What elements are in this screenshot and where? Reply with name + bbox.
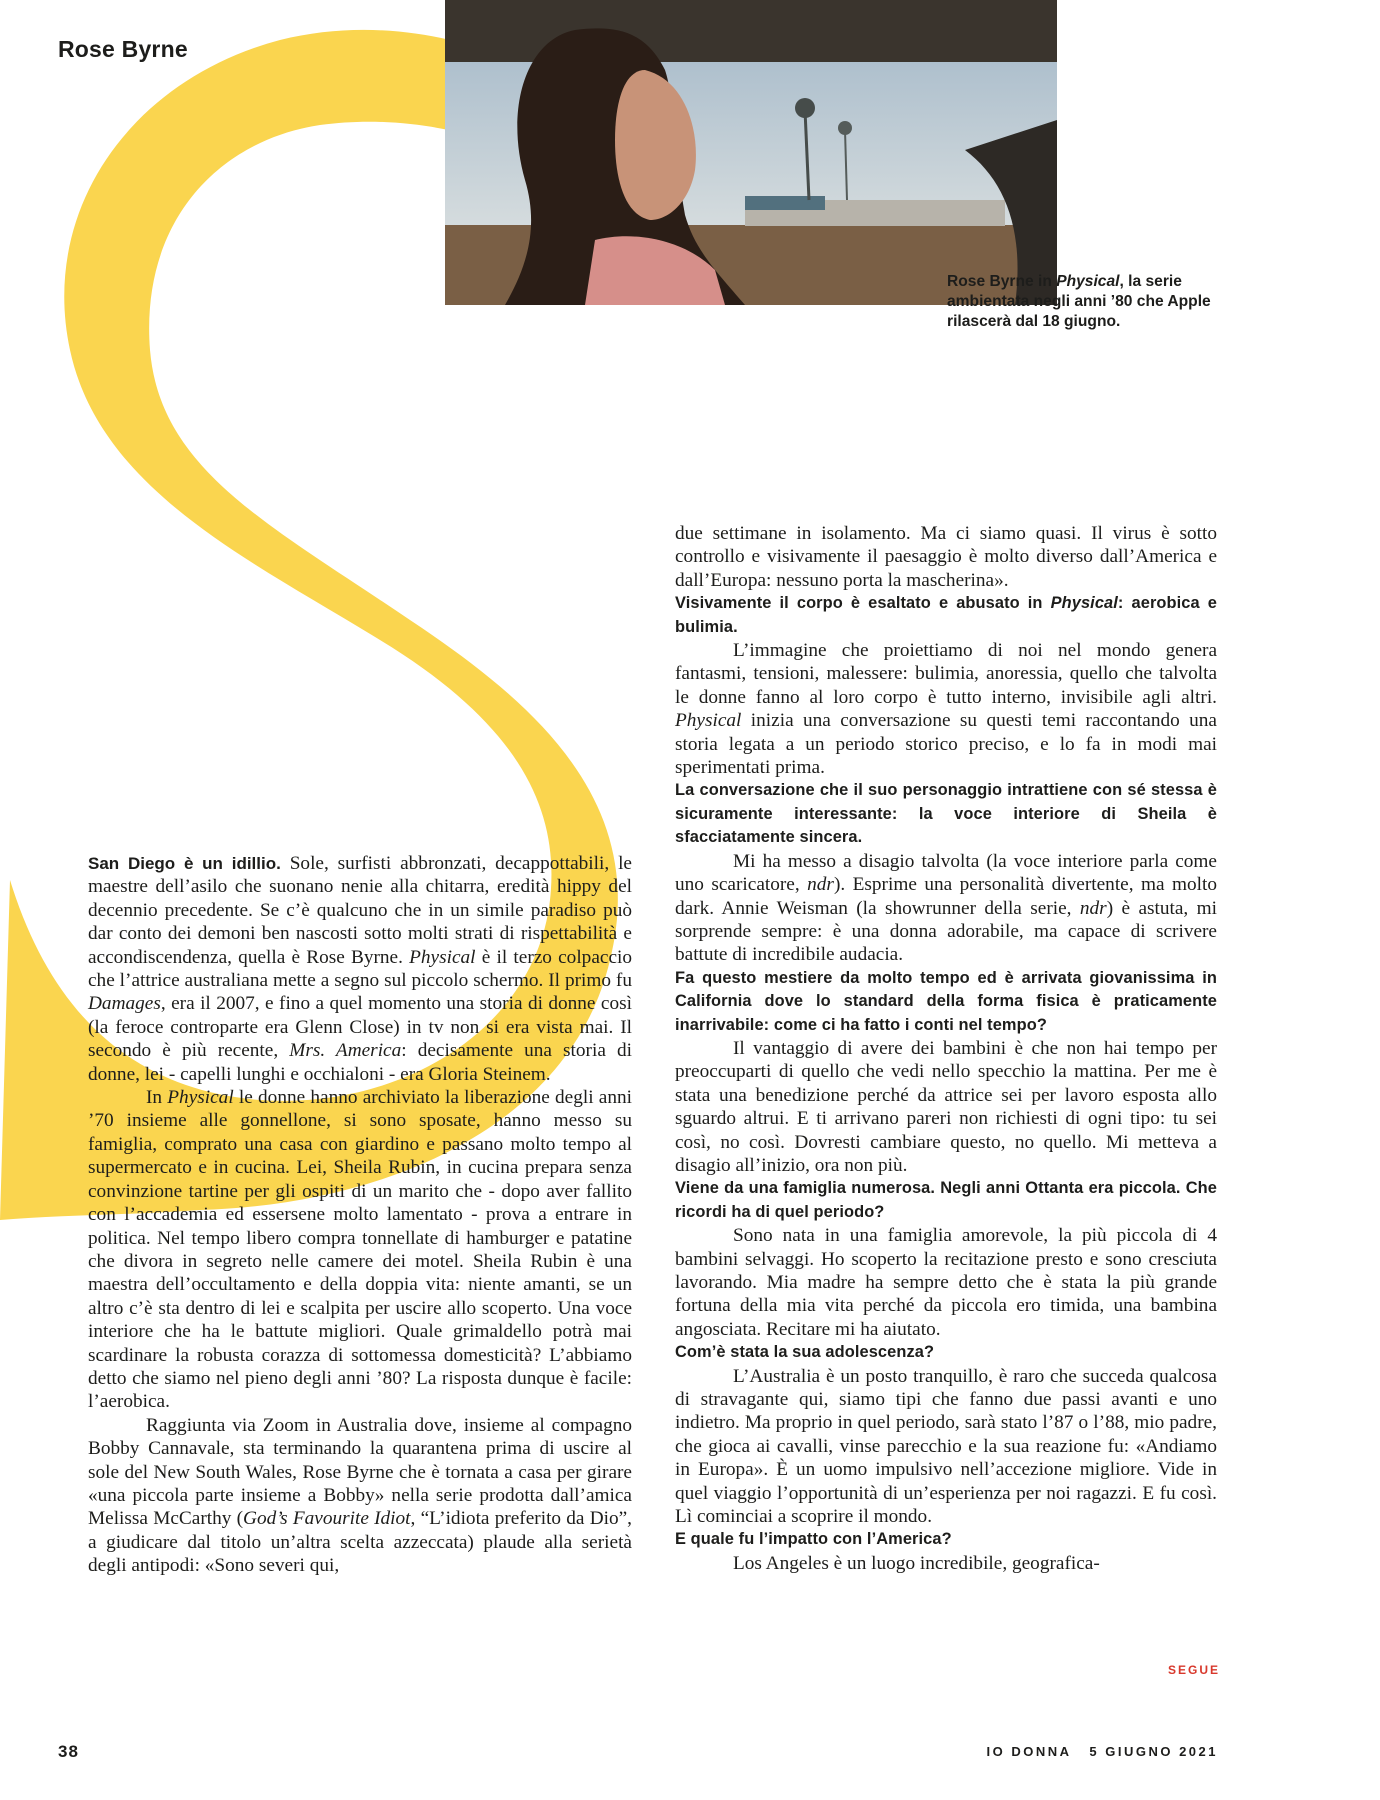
interview-answer: L’Australia è un posto tranquillo, è raro che succeda qualcosa di stravagante qui, siamo tipi che fanno due passi avanti e uno indietro. Ma proprio in quel periodo, sarà stato l’87 o l’88, mio padre, che gioca ai cavalli, vinse parecchio e la sua reazione fu: «Andiamo in Europa». È un uomo impulsivo nell’accezione migliore. Vide in quel viaggio l’opportunità di un’esperienza per noi ragazzi. E fu così. Lì cominciai a scoprire il mondo. <box>675 1365 1217 1528</box>
interview-answer: L’immagine che proiettiamo di noi nel mondo genera fantasmi, tensioni, malessere: bulimia, anoressia, quello che talvolta le donne fanno al loro corpo è tutto interno, invisibile agli altri. Physical inizia una conversazione su questi temi raccontando una storia legata a un periodo storico preciso, e lo fa in modi mai sperimentati prima. <box>675 640 1217 779</box>
interview-question: Fa questo mestiere da molto tempo ed è arrivata giovanissima in California dove lo standard della forma fisica è praticamente inarrivabile: come ci ha fatto i conti nel tempo? <box>675 968 1217 1034</box>
article-paragraph: In Physical le donne hanno archiviato la liberazione degli anni ’70 insieme alle gonnellone, si sono sposate, hanno messo su famiglia, comprato una casa con giardino e passano molto tempo al supermercato e in cucina. Lei, Sheila Rubin, in cucina prepara senza convinzione tartine per gli ospiti di un marito che - dopo aver fallito con l’accademia ed essersene molto lamentato - prova a entrare in politica. Nel tempo libero compra tonnellate di hamburger e patatine che divora in segreto nelle camere dei motel. Sheila Rubin è una maestra dell’occultamento e della doppia vita: niente amanti, se un altro c’è sta dentro di lei e scalpita per uscire allo scoperto. Una voce interiore che ha le battute migliori. Quale grimaldello potrà mai scardinare la robusta corazza di sottomessa domesticità? L’abbiamo detto che siamo nel pieno degli anni ’80? La risposta dunque è facile: l’aerobica. <box>88 1087 632 1413</box>
magazine-issue: IO DONNA 5 GIUGNO 2021 <box>986 1744 1218 1759</box>
interview-answer: Los Angeles è un luogo incredibile, geografica- <box>733 1552 1100 1574</box>
continued-label: SEGUE <box>1168 1663 1221 1677</box>
photo-caption: Rose Byrne in Physical, la serie ambientata negli anni ’80 che Apple rilascerà dal 18 giugno. <box>947 273 1211 330</box>
interview-answer: Mi ha messo a disagio talvolta (la voce interiore parla come uno scaricatore, ndr). Esprime una personalità divertente, ma molto dark. Annie Weisman (la showrunner della serie, ndr) è astuta, mi sorprende sempre: è una donna adorabile, ma capace di scrivere battute di incredibile audacia. <box>675 850 1218 966</box>
article-column-left <box>88 852 632 1578</box>
woman-driving-car-photo <box>445 0 1057 305</box>
page-number: 38 <box>58 1742 79 1761</box>
article-column-right <box>675 522 1217 1575</box>
interview-answer: Il vantaggio di avere dei bambini è che non hai tempo per preoccuparti di quello che vedi nello specchio la mattina. Per me è stata una benedizione perché da attrice sei per lavoro esposta allo sguardo altrui. E ti arrivano pareri non richiesti di ogni tipo: tu sei così, no così. Dovresti cambiare questo, no quello. Mi metteva a disagio all’inizio, ora non più. <box>675 1037 1217 1176</box>
section-title: Rose Byrne <box>58 36 188 62</box>
interview-question: Com’è stata la sua adolescenza? <box>675 1343 935 1362</box>
article-paragraph: Raggiunta via Zoom in Australia dove, insieme al compagno Bobby Cannavale, sta terminando la quarantena prima di uscire al sole del New South Wales, Rose Byrne che è tornata a casa per girare «una piccola parte insieme a Bobby» nella serie prodotta dall’amica Melissa McCarthy (God’s Favourite Idiot, “L’idiota preferito da Dio”, a giudicare dal titolo un’altra scelta azzeccata) plaude alla serietà degli antipodi: «Sono severi qui, <box>88 1414 632 1577</box>
interview-question: La conversazione che il suo personaggio intrattiene con sé stessa è sicuramente interessante: la voce interiore di Sheila è sfacciatamente sincera. <box>675 781 1217 847</box>
interview-answer: Sono nata in una famiglia amorevole, la più piccola di 4 bambini selvaggi. Ho scoperto la recitazione presto e sono cresciuta lavorando. Mia madre ha sempre detto che è stata la più grande fortuna della mia vita perché da piccola ero timida, una bambina angosciata. Recitare mi ha aiutato. <box>675 1225 1217 1340</box>
lead-in: San Diego è un idillio. <box>88 854 281 873</box>
interview-question: Viene da una famiglia numerosa. Negli anni Ottanta era piccola. Che ricordi ha di quel periodo? <box>675 1179 1217 1221</box>
interview-question: Visivamente il corpo è esaltato e abusato in Physical: aerobica e bulimia. <box>675 594 1217 636</box>
interview-question: E quale fu l’impatto con l’America? <box>675 1530 952 1549</box>
article-paragraph: San Diego è un idillio. Sole, surfisti abbronzati, decappottabili, le maestre dell’asilo che suonano nenie alla chitarra, eredità hippy del decennio precedente. Se c’è qualcuno che in un simile paradiso può dar conto dei demoni ben nascosti sotto molti strati di rispettabilità e accondiscendenza, quella è Rose Byrne. Physical è il terzo colpaccio che l’attrice australiana mette a segno sul piccolo schermo. Il primo fu Damages, era il 2007, e fino a quel momento una storia di donne così (la feroce controparte era Glenn Close) in tv non si era vista mai. Il secondo è più recente, Mrs. America: decisamente una storia di donne, lei - capelli lunghi e occhialoni - era Gloria Steinem. <box>88 853 632 1085</box>
article-paragraph: due settimane in isolamento. Ma ci siamo quasi. Il virus è sotto controllo e visivamente il paesaggio è molto diverso dall’America e dall’Europa: nessuno porta la mascherina». <box>675 523 1217 591</box>
